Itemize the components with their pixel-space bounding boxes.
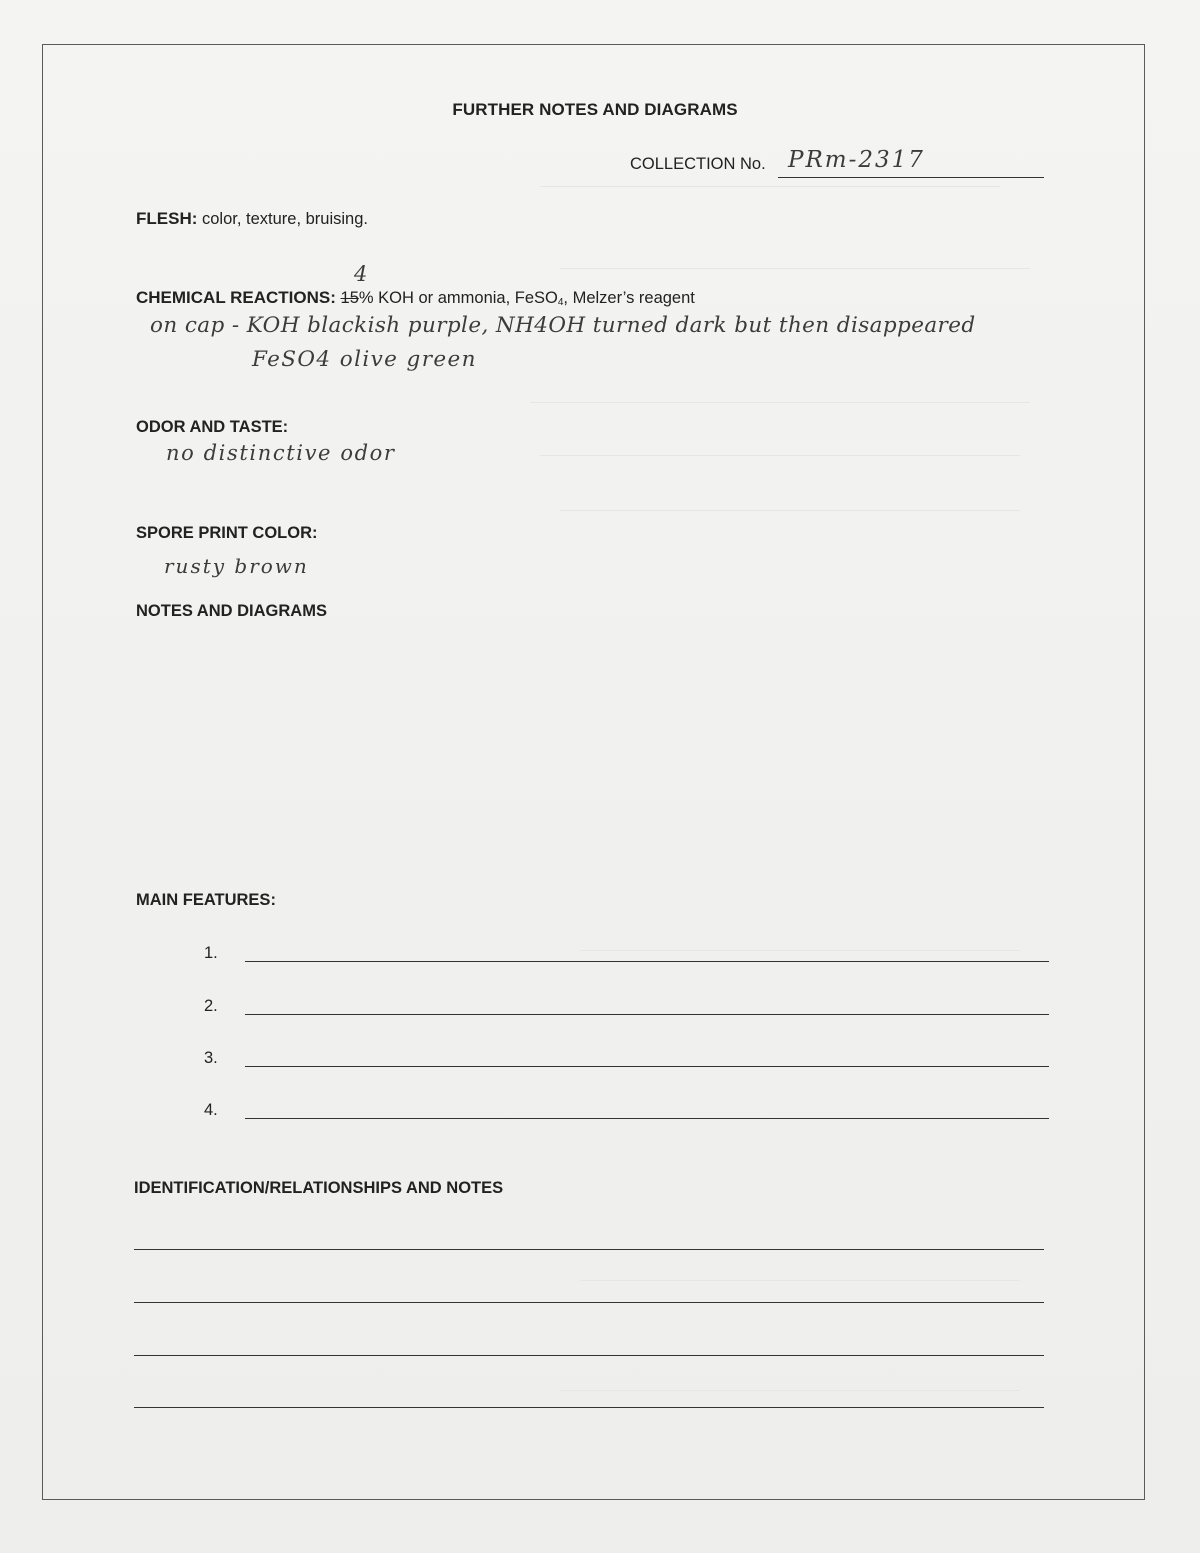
identification-line-4[interactable] — [134, 1407, 1044, 1408]
identification-line-3[interactable] — [134, 1355, 1044, 1356]
identification-label: IDENTIFICATION/RELATIONSHIPS AND NOTES — [134, 1179, 504, 1197]
identification-line-1[interactable] — [134, 1249, 1044, 1250]
notes-diagrams-area[interactable] — [136, 630, 1056, 870]
spore-print-label: SPORE PRINT COLOR: — [136, 524, 318, 542]
chemical-prompt-b: , Melzer’s reagent — [563, 289, 695, 307]
flesh-label: FLESH: — [136, 209, 198, 228]
identification-line-2[interactable] — [134, 1302, 1044, 1303]
main-features-label: MAIN FEATURES: — [136, 891, 276, 909]
chemical-note-line2[interactable]: FeSO4 olive green — [252, 347, 477, 372]
flesh-prompt: color, texture, bruising. — [201, 210, 368, 228]
feature-line-4[interactable] — [245, 1118, 1049, 1119]
form-title: FURTHER NOTES AND DIAGRAMS — [452, 100, 738, 119]
feature-line-1[interactable] — [245, 961, 1049, 962]
notes-diagrams-label: NOTES AND DIAGRAMS — [136, 602, 327, 620]
feature-number: 2. — [204, 997, 218, 1015]
feature-line-3[interactable] — [245, 1066, 1049, 1067]
odor-note-handwritten[interactable]: no distinctive odor — [166, 441, 396, 465]
odor-label: ODOR AND TASTE: — [136, 418, 289, 436]
chemical-subscript: 4 — [557, 297, 564, 308]
chemical-label: CHEMICAL REACTIONS: — [136, 288, 336, 307]
chemical-note-line1[interactable]: on cap - KOH blackish purple, NH4OH turned dark but then disappeared — [150, 313, 976, 338]
flesh-row — [136, 209, 368, 229]
feature-line-2[interactable] — [245, 1014, 1049, 1015]
collection-number-handwritten[interactable]: PRm-2317 — [788, 147, 925, 173]
feature-number: 1. — [204, 944, 218, 962]
struck-percentage: 15 — [340, 289, 359, 307]
percentage-correction-handwritten: 4 — [354, 262, 369, 286]
chemical-row — [136, 288, 695, 308]
chemical-prompt-a: % KOH or ammonia, FeSO — [358, 289, 558, 307]
feature-number: 3. — [204, 1049, 218, 1067]
collection-number-line — [778, 177, 1044, 178]
feature-number: 4. — [204, 1101, 218, 1119]
spore-print-note-handwritten[interactable]: rusty brown — [164, 554, 309, 578]
collection-label: COLLECTION No. — [630, 155, 766, 173]
